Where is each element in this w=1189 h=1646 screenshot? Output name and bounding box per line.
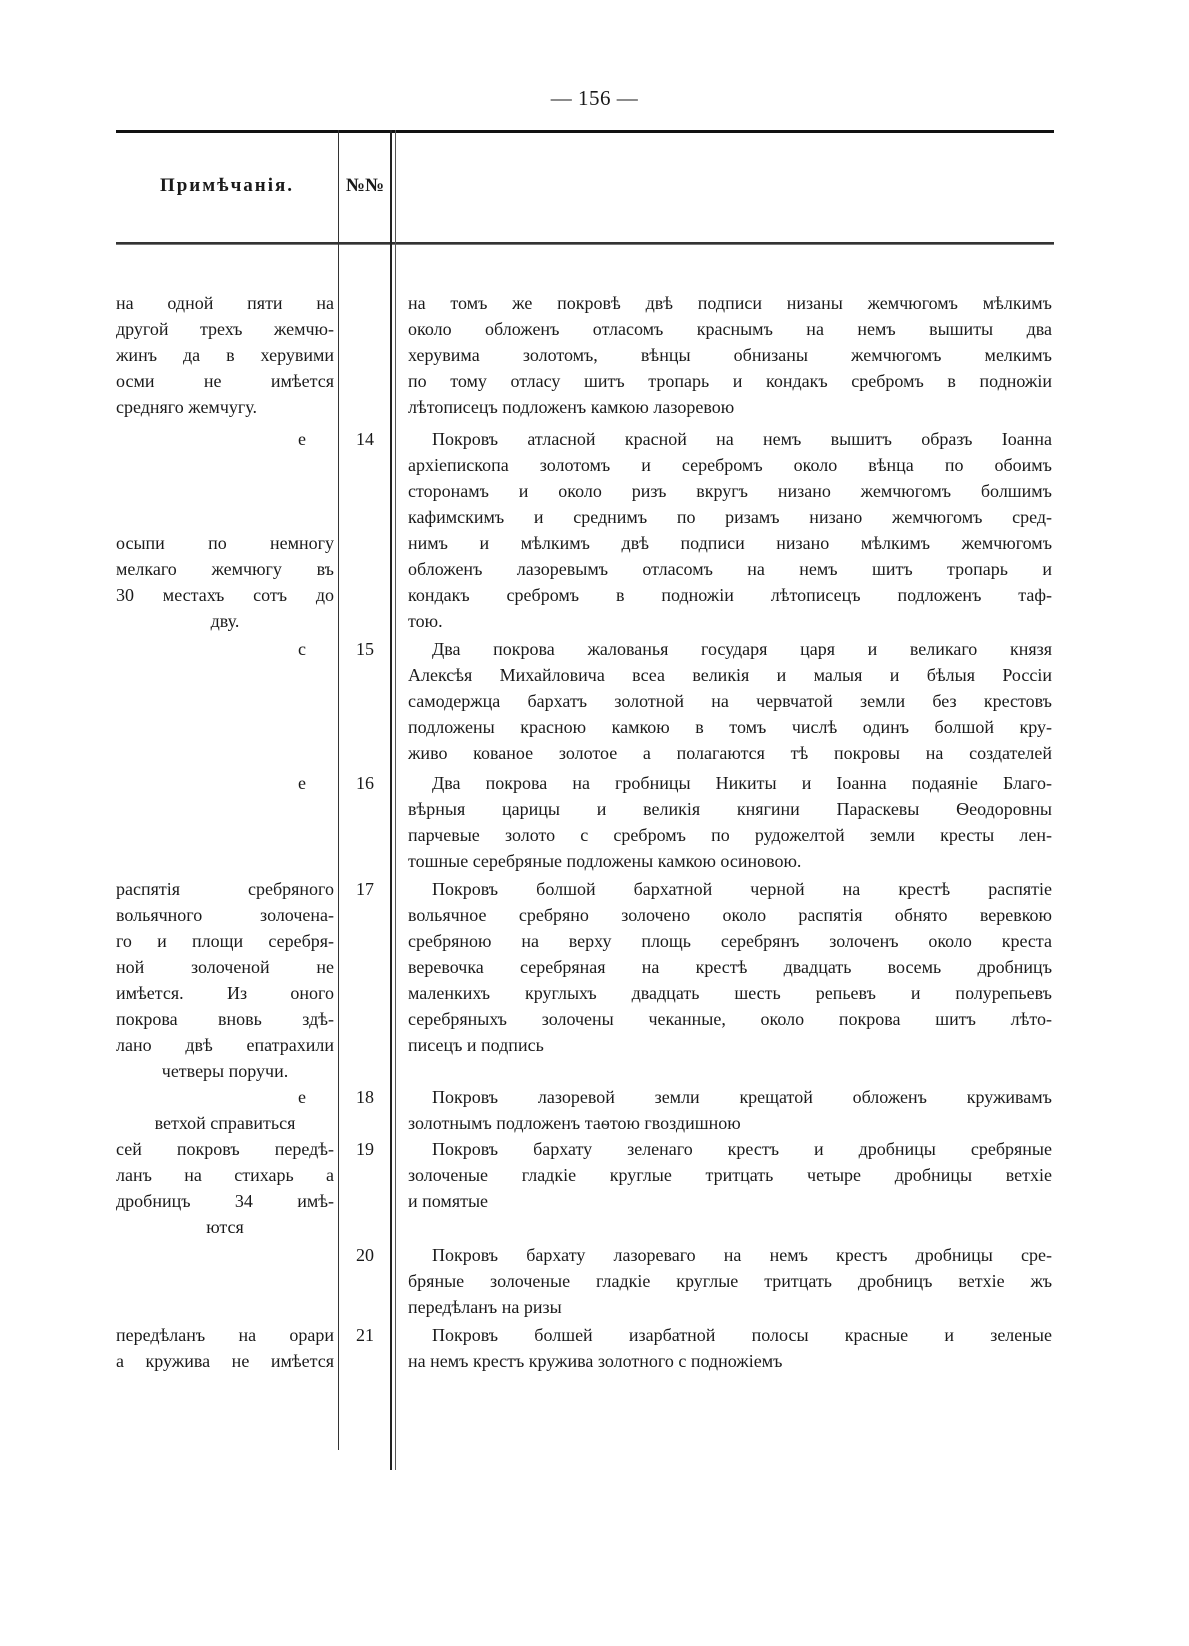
entry-line: по тому отласу шитъ тропарь и кондакъ сребромъ в подножіи <box>408 371 1052 391</box>
entry-line: Покровъ атласной красной на немъ вышитъ образъ Іоанна <box>432 429 1052 449</box>
column-divider-numbers-inner <box>395 130 396 1470</box>
top-rule <box>116 130 1054 133</box>
entry-line: Два покрова жалованья государя царя и великаго князя <box>432 639 1052 659</box>
entry-line: около обложенъ отласомъ краснымъ на немъ вышиты два <box>408 319 1052 339</box>
note-line: вольячного золочена- <box>116 905 334 925</box>
entry-line: Алексѣя Михайловича всеа великія и малыя и бѣлыя Россіи <box>408 665 1052 685</box>
note-line: ной золоченой не <box>116 957 334 977</box>
column-header-numbers: №№ <box>345 175 385 196</box>
row-number: 15 <box>356 639 374 659</box>
entry-line: серебряныхъ золочены чеканные, около покрова шитъ лѣто- <box>408 1009 1052 1029</box>
entry-line: херувима золотомъ, вѣнцы обнизаны жемчюгомъ мелкимъ <box>408 345 1052 365</box>
entry-line: сребряною на верху площь серебрянъ золоченъ около креста <box>408 931 1052 951</box>
note-cell <box>116 876 334 1084</box>
note-line: го и площи серебря- <box>116 931 334 951</box>
note-line: четверы поручи. <box>161 1061 289 1081</box>
entry-line: Покровъ болшей изарбатной полосы красные и зеленые <box>432 1325 1052 1345</box>
note-line: осыпи по немногу <box>116 533 334 553</box>
entry-text <box>408 636 1052 766</box>
row-number: 19 <box>356 1139 374 1159</box>
entry-line: вольячное сребряно золочено около распятія обнято веревкою <box>408 905 1052 925</box>
header-rule <box>116 242 1054 245</box>
note-line: имѣется. Из оного <box>116 983 334 1003</box>
entry-line: подложены красною камкою в томъ числѣ одинъ болшой кру- <box>408 717 1052 737</box>
note-line: другой трехъ жемчю- <box>116 319 334 339</box>
entry-line: Покровъ болшой бархатной черной на крестѣ распятіе <box>432 879 1052 899</box>
note-line: дву. <box>210 611 240 631</box>
note-line: ланъ на стихарь а <box>116 1165 334 1185</box>
column-divider-notes <box>338 130 339 1450</box>
entry-text <box>408 290 1052 420</box>
note-line: ются <box>206 1217 244 1237</box>
entry-line: тошные серебряные подложены камкою осиновою. <box>408 851 802 871</box>
entry-line: обложенъ лазоревымъ отласомъ на немъ шитъ тропарь и <box>408 559 1052 579</box>
row-number: 18 <box>356 1087 374 1107</box>
note-line: жинъ да в херувими <box>116 345 334 365</box>
entry-line: вѣрныя царицы и великія княгини Параскевы Ѳеодоровны <box>408 799 1052 819</box>
entry-line: на немъ крестъ кружива золотного с подножіемъ <box>408 1351 783 1371</box>
note-line: покрова вновь здѣ- <box>116 1009 334 1029</box>
entry-line: Два покрова на гробницы Никиты и Іоанна подаяніе Благо- <box>432 773 1052 793</box>
note-line: средняго жемчугу. <box>116 397 257 417</box>
entry-line: передѣланъ на ризы <box>408 1297 562 1317</box>
row-mark: с <box>298 639 306 659</box>
entry-line: нимъ и мѣлкимъ двѣ подписи низано мѣлкимъ жемчюгомъ <box>408 533 1052 553</box>
entry-line: бряные золоченые гладкіе круглые тритцать дробницъ ветхіе жъ <box>408 1271 1052 1291</box>
entry-line: живо кованое золотое а полагаются тѣ покровы на создателей <box>408 743 1052 763</box>
entry-text <box>408 770 1052 874</box>
note-line: 30 местахъ сотъ до <box>116 585 334 605</box>
note-line: осми не имѣется <box>116 371 334 391</box>
note-line: а кружива не имѣется <box>116 1351 334 1371</box>
entry-line: Покровъ лазоревой земли крещатой обложенъ круживамъ <box>432 1087 1052 1107</box>
note-line: на одной пяти на <box>116 293 334 313</box>
entry-line: и помятые <box>408 1191 489 1211</box>
entry-text <box>408 1322 1052 1374</box>
entry-line: сторонамъ и около ризъ вкругъ низано жемчюгомъ болшимъ <box>408 481 1052 501</box>
note-line: распятія сребряного <box>116 879 334 899</box>
entry-line: архіепископа золотомъ и серебромъ около вѣнца по обоимъ <box>408 455 1052 475</box>
note-cell <box>116 1136 334 1240</box>
note-line: мелкаго жемчюгу въ <box>116 559 334 579</box>
row-number: 16 <box>356 773 374 793</box>
entry-line: самодержца бархатъ золотной на червчатой земли без крестовъ <box>408 691 1052 711</box>
entry-text <box>408 1084 1052 1136</box>
entry-line: Покровъ бархату зеленаго крестъ и дробницы сребряные <box>432 1139 1052 1159</box>
entry-text <box>408 426 1052 634</box>
entry-line: лѣтописецъ подложенъ камкою лазоревою <box>408 397 735 417</box>
entry-line: тою. <box>408 611 443 631</box>
note-line: передѣланъ на орари <box>116 1325 334 1345</box>
entry-line: писецъ и подпись <box>408 1035 544 1055</box>
note-cell <box>116 1110 334 1136</box>
row-number: 14 <box>356 429 374 449</box>
row-mark: е <box>298 773 306 793</box>
entry-line: парчевые золото с сребромъ по рудожелтой земли кресты лен- <box>408 825 1052 845</box>
entry-line: на томъ же покровѣ двѣ подписи низаны жемчюгомъ мѣлкимъ <box>408 293 1052 313</box>
note-cell <box>116 530 334 634</box>
entry-line: веревочка серебряная на крестѣ двадцать восемь дробницъ <box>408 957 1052 977</box>
entry-line: кондакъ сребромъ в подножіи лѣтописецъ подложенъ таф- <box>408 585 1052 605</box>
note-line: ветхой справиться <box>154 1113 296 1133</box>
note-line: сей покровъ передѣ- <box>116 1139 334 1159</box>
row-number: 21 <box>356 1325 374 1345</box>
row-number: 20 <box>356 1245 374 1265</box>
column-header-notes: Примѣчанія. <box>159 175 295 196</box>
note-line: лано двѣ епатрахили <box>116 1035 334 1055</box>
entry-line: золотнымъ подложенъ таѳтою гвоздишною <box>408 1113 741 1133</box>
entry-line: Покровъ бархату лазореваго на немъ крестъ дробницы сре- <box>432 1245 1052 1265</box>
row-number: 17 <box>356 879 374 899</box>
entry-line: золоченые гладкіе круглые тритцать четыре дробницы ветхіе <box>408 1165 1052 1185</box>
row-mark: е <box>298 1087 306 1107</box>
entry-text <box>408 1242 1052 1320</box>
entry-line: кафимскимъ и среднимъ по ризамъ низано жемчюгомъ сред- <box>408 507 1052 527</box>
note-cell <box>116 290 334 420</box>
column-divider-numbers <box>390 130 392 1470</box>
entry-text <box>408 876 1052 1058</box>
note-cell <box>116 1322 334 1374</box>
entry-text <box>408 1136 1052 1214</box>
row-mark: е <box>298 429 306 449</box>
page-number: — 156 — <box>550 86 639 110</box>
entry-line: маленкихъ круглыхъ двадцать шесть репьевъ и полурепьевъ <box>408 983 1052 1003</box>
note-line: дробницъ 34 имѣ- <box>116 1191 334 1211</box>
